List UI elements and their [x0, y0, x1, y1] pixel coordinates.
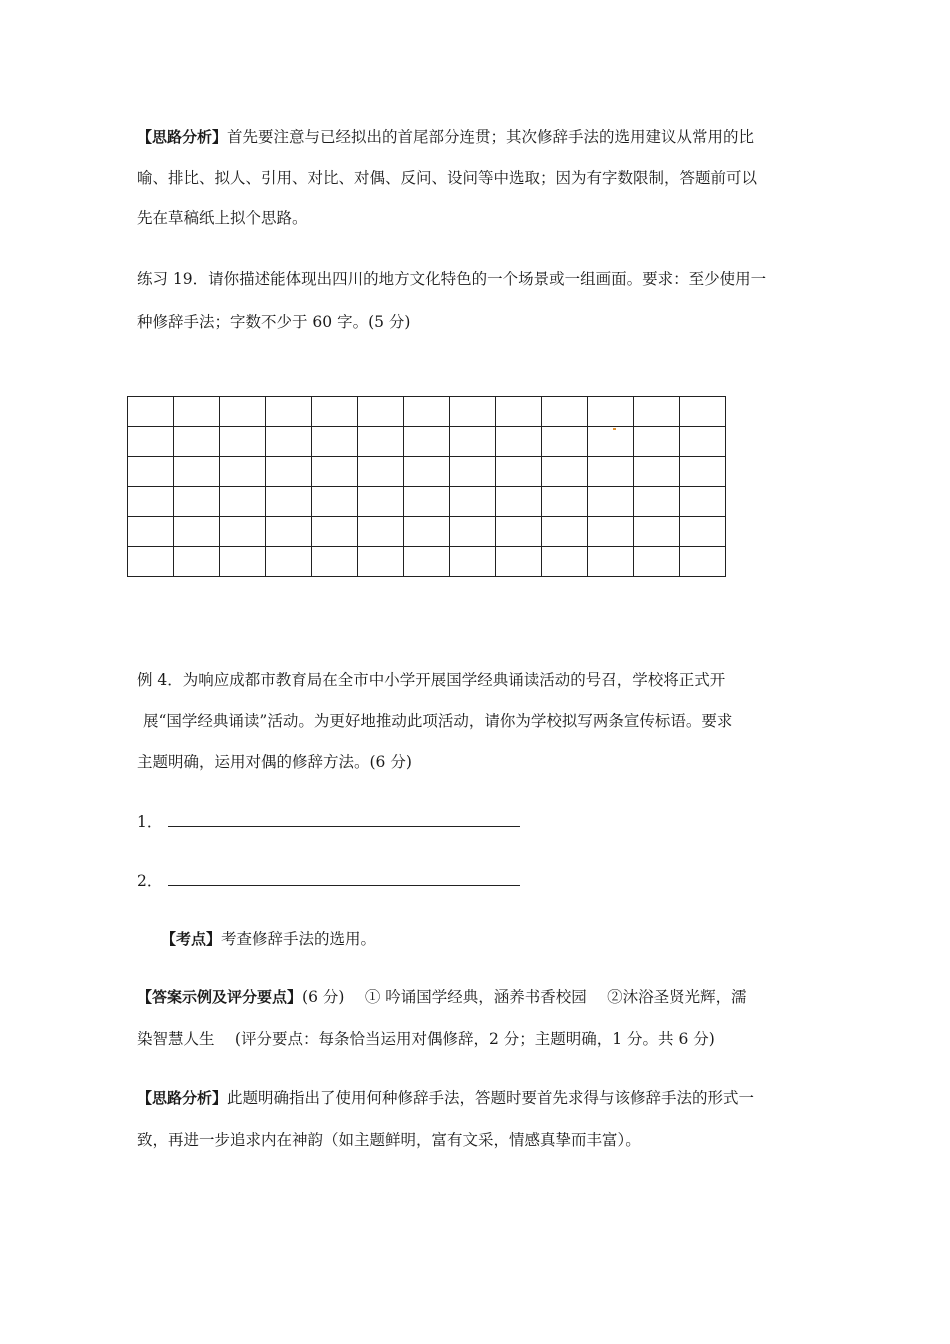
analysis2-line-1 [137, 1088, 754, 1108]
grid-cell[interactable] [680, 517, 726, 547]
grid-cell[interactable] [404, 457, 450, 487]
grid-cell[interactable] [588, 427, 634, 457]
grid-cell[interactable] [634, 487, 680, 517]
grid-cell[interactable] [312, 427, 358, 457]
grid-cell[interactable] [266, 427, 312, 457]
analysis-text-1: 首先要注意与已经拟出的首尾部分连贯；其次修辞手法的选用建议从常用的比 [227, 128, 755, 146]
grid-cell[interactable] [220, 487, 266, 517]
blank-field-2[interactable] [168, 871, 520, 886]
grid-cell[interactable] [358, 487, 404, 517]
example-4-line-2: 展“国学经典诵读”活动。为更好地推动此项活动，请你为学校拟写两条宣传标语。要求 [143, 712, 733, 730]
grid-cell[interactable] [634, 517, 680, 547]
grid-row [128, 397, 726, 427]
grid-cell[interactable] [680, 457, 726, 487]
grid-cell[interactable] [128, 397, 174, 427]
grid-cell[interactable] [496, 487, 542, 517]
grid-cell[interactable] [496, 547, 542, 577]
answer-line-2: 染智慧人生 (评分要点：每条恰当运用对偶修辞，2 分；主题明确，1 分。共 6 分) [137, 1030, 715, 1048]
grid-cell[interactable] [174, 547, 220, 577]
grid-cell[interactable] [404, 547, 450, 577]
grid-cell[interactable] [404, 487, 450, 517]
analysis2-line-2: 致，再进一步追求内在神韵（如主题鲜明，富有文采，情感真挚而丰富）。 [137, 1131, 641, 1149]
grid-cell[interactable] [266, 547, 312, 577]
grid-cell[interactable] [496, 397, 542, 427]
grid-cell[interactable] [588, 517, 634, 547]
grid-row [128, 427, 726, 457]
grid-cell[interactable] [128, 547, 174, 577]
grid-cell[interactable] [128, 487, 174, 517]
grid-row [128, 547, 726, 577]
grid-cell[interactable] [266, 487, 312, 517]
answer-text-1: (6 分) ① 吟诵国学经典，涵养书香校园 ②沐浴圣贤光辉，濡 [302, 988, 747, 1006]
grid-cell[interactable] [634, 427, 680, 457]
grid-cell[interactable] [312, 547, 358, 577]
blank-number-1: 1． [137, 813, 163, 831]
grid-cell[interactable] [450, 457, 496, 487]
grid-cell[interactable] [128, 517, 174, 547]
grid-cell[interactable] [220, 547, 266, 577]
grid-cell[interactable] [174, 487, 220, 517]
grid-cell[interactable] [312, 457, 358, 487]
blank-line-1[interactable] [137, 812, 520, 832]
grid-cell[interactable] [358, 397, 404, 427]
analysis-line-2: 喻、排比、拟人、引用、对比、对偶、反问、设问等中选取；因为有字数限制，答题前可以 [137, 169, 758, 187]
grid-cell[interactable] [220, 427, 266, 457]
analysis-line-3: 先在草稿纸上拟个思路。 [137, 209, 308, 227]
blank-field-1[interactable] [168, 812, 520, 827]
grid-cell[interactable] [680, 487, 726, 517]
grid-cell[interactable] [358, 547, 404, 577]
grid-cell[interactable] [588, 487, 634, 517]
grid-cell[interactable] [404, 427, 450, 457]
grid-cell[interactable] [542, 457, 588, 487]
kaodian-text: 考查修辞手法的选用。 [221, 930, 377, 948]
grid-cell[interactable] [174, 397, 220, 427]
kaodian-line [161, 929, 376, 949]
grid-cell[interactable] [266, 397, 312, 427]
grid-cell[interactable] [220, 517, 266, 547]
grid-cell[interactable] [266, 517, 312, 547]
grid-cell[interactable] [542, 547, 588, 577]
grid-cell[interactable] [542, 487, 588, 517]
grid-cell[interactable] [542, 397, 588, 427]
analysis-tag: 【思路分析】 [137, 128, 228, 146]
grid-cell[interactable] [542, 427, 588, 457]
grid-cell[interactable] [450, 427, 496, 457]
grid-cell[interactable] [128, 427, 174, 457]
grid-cell[interactable] [174, 517, 220, 547]
example-4-line-3: 主题明确，运用对偶的修辞方法。(6 分) [137, 753, 412, 771]
answer-line-1 [137, 987, 747, 1007]
grid-cell[interactable] [496, 517, 542, 547]
grid-cell[interactable] [358, 427, 404, 457]
stray-mark [613, 428, 616, 430]
grid-cell[interactable] [680, 427, 726, 457]
blank-number-2: 2． [137, 872, 163, 890]
grid-cell[interactable] [634, 397, 680, 427]
answer-grid[interactable] [127, 396, 726, 577]
analysis2-text-1: 此题明确指出了使用何种修辞手法，答题时要首先求得与该修辞手法的形式一 [227, 1089, 755, 1107]
grid-cell[interactable] [588, 547, 634, 577]
grid-cell[interactable] [358, 517, 404, 547]
grid-cell[interactable] [634, 457, 680, 487]
grid-cell[interactable] [174, 427, 220, 457]
grid-cell[interactable] [220, 397, 266, 427]
grid-cell[interactable] [450, 517, 496, 547]
grid-cell[interactable] [312, 397, 358, 427]
grid-cell[interactable] [450, 487, 496, 517]
grid-cell[interactable] [588, 457, 634, 487]
grid-cell[interactable] [220, 457, 266, 487]
kaodian-tag: 【考点】 [161, 930, 222, 948]
grid-cell[interactable] [680, 397, 726, 427]
grid-row [128, 457, 726, 487]
grid-row [128, 487, 726, 517]
grid-cell[interactable] [680, 547, 726, 577]
grid-cell[interactable] [266, 457, 312, 487]
analysis2-tag: 【思路分析】 [137, 1089, 228, 1107]
grid-cell[interactable] [634, 547, 680, 577]
grid-cell[interactable] [358, 457, 404, 487]
grid-cell[interactable] [588, 397, 634, 427]
grid-cell[interactable] [496, 427, 542, 457]
exercise-19-line-2: 种修辞手法；字数不少于 60 字。(5 分) [137, 313, 411, 331]
grid-cell[interactable] [312, 517, 358, 547]
grid-row [128, 517, 726, 547]
blank-line-2[interactable] [137, 871, 520, 891]
grid-cell[interactable] [450, 547, 496, 577]
grid-cell[interactable] [312, 487, 358, 517]
grid-cell[interactable] [128, 457, 174, 487]
grid-cell[interactable] [496, 457, 542, 487]
exercise-19-line-1: 练习 19．请你描述能体现出四川的地方文化特色的一个场景或一组画面。要求：至少使用一 [137, 270, 767, 288]
answer-tag: 【答案示例及评分要点】 [137, 988, 303, 1006]
grid-cell[interactable] [404, 397, 450, 427]
grid-cell[interactable] [404, 517, 450, 547]
grid-cell[interactable] [542, 517, 588, 547]
grid-cell[interactable] [450, 397, 496, 427]
example-4-line-1: 例 4．为响应成都市教育局在全市中小学开展国学经典诵读活动的号召，学校将正式开 [137, 671, 726, 689]
grid-cell[interactable] [174, 457, 220, 487]
analysis-line-1 [137, 127, 754, 147]
